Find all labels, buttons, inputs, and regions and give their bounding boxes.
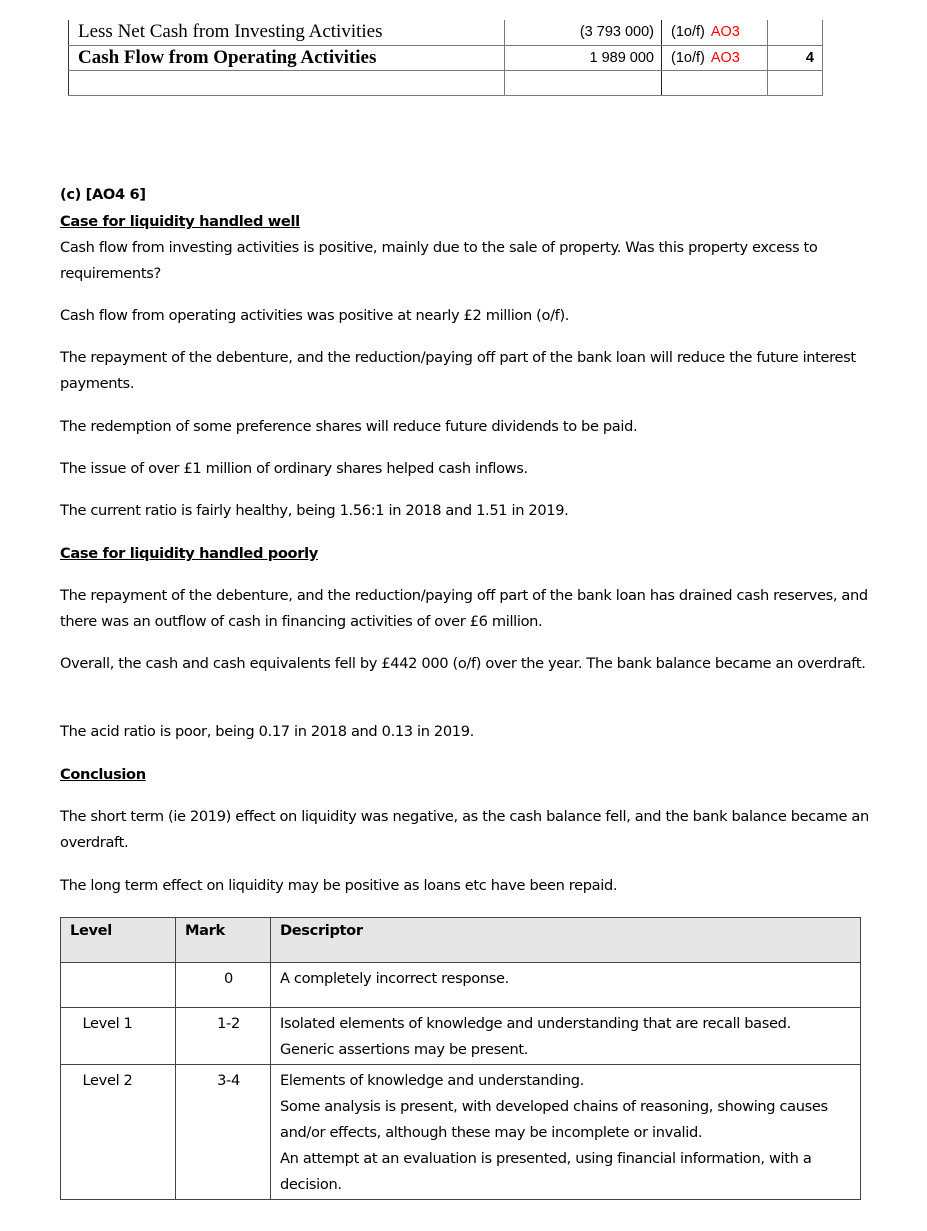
header-mark: Mark [176,918,271,963]
levels-table [60,917,861,1200]
paragraph: Cash flow from investing activities is positive, mainly due to the sale of property. Was this property excess to requirements? [60,239,818,282]
descriptor-cell [271,963,861,1008]
row-mark-note [662,20,768,45]
header-level: Level [61,918,176,963]
descriptor-line: Some analysis is present, with developed chains of reasoning, showing causes and/or effects, although these may be incomplete or invalid. [280,1098,828,1141]
descriptor-line: An attempt at an evaluation is presented, using financial information, with a decision. [280,1150,812,1193]
row-amount: (3 793 000) [505,20,662,45]
row-total [768,70,823,95]
table-header-row [61,918,861,963]
paragraph: Overall, the cash and cash equivalents fell by £442 000 (o/f) over the year. The bank balance became an overdraft. [60,655,866,672]
paragraph: The repayment of the debenture, and the reduction/paying off part of the bank loan will reduce the future interest payments. [60,349,856,392]
table-row [69,70,823,95]
table-row [69,20,823,45]
paragraph: The redemption of some preference shares will reduce future dividends to be paid. [60,418,638,435]
mark-cell: 0 [176,963,271,1008]
mark-cell: 1-2 [176,1008,271,1065]
row-amount: 1 989 000 [505,45,662,70]
row-amount [505,70,662,95]
table-row [61,963,861,1008]
table-row [61,1008,861,1065]
case-well-heading: Case for liquidity handled well [60,213,300,230]
descriptor-line: Isolated elements of knowledge and understanding that are recall based. [280,1015,791,1032]
row-mark-note [662,70,768,95]
row-mark-note [662,45,768,70]
case-poor-heading: Case for liquidity handled poorly [60,545,318,562]
descriptor-line: A completely incorrect response. [280,970,509,987]
section-heading: (c) [AO4 6] [60,186,146,203]
level-cell: Level 2 [61,1065,176,1200]
mark-note: (1o/f) [671,49,705,66]
header-descriptor: Descriptor [271,918,861,963]
paragraph: The acid ratio is poor, being 0.17 in 2018 and 0.13 in 2019. [60,723,474,740]
descriptor-line: Elements of knowledge and understanding. [280,1072,584,1089]
row-label [69,70,505,95]
paragraph: The long term effect on liquidity may be positive as loans etc have been repaid. [60,877,618,894]
table-row [61,1065,861,1200]
descriptor-line: Generic assertions may be present. [280,1041,529,1058]
descriptor-cell [271,1008,861,1065]
row-total [768,20,823,45]
row-label: Less Net Cash from Investing Activities [69,20,505,45]
cash-flow-table [68,20,823,96]
row-total: 4 [768,45,823,70]
level-cell: Level 1 [61,1008,176,1065]
table-row [69,45,823,70]
mark-cell: 3-4 [176,1065,271,1200]
row-label: Cash Flow from Operating Activities [69,45,505,70]
paragraph: The short term (ie 2019) effect on liquidity was negative, as the cash balance fell, and the bank balance became an overdraft. [60,808,869,851]
mark-note: (1o/f) [671,24,705,41]
conclusion-heading: Conclusion [60,766,146,783]
paragraph: The issue of over £1 million of ordinary shares helped cash inflows. [60,460,528,477]
paragraph: The repayment of the debenture, and the reduction/paying off part of the bank loan has drained cash reserves, and there was an outflow of cash in financing activities of over £6 million. [60,587,868,630]
ao-label: AO3 [710,49,740,66]
ao-label: AO3 [710,24,740,41]
paragraph: The current ratio is fairly healthy, being 1.56:1 in 2018 and 1.51 in 2019. [60,502,569,519]
level-cell [61,963,176,1008]
paragraph: Cash flow from operating activities was positive at nearly £2 million (o/f). [60,307,570,324]
descriptor-cell [271,1065,861,1200]
